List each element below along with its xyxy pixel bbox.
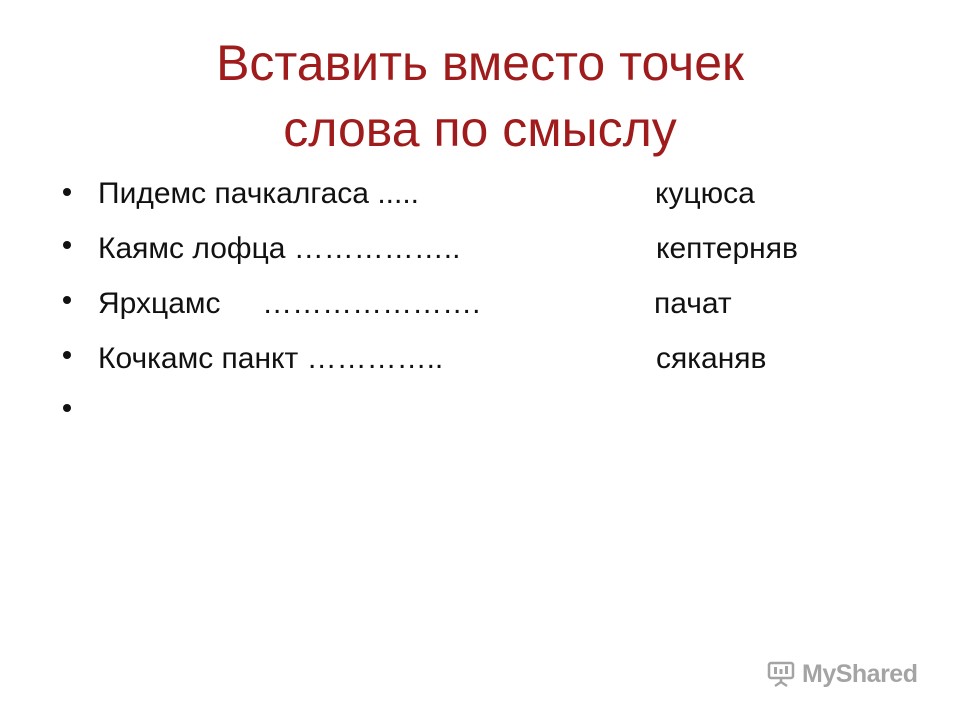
watermark-text: MyShared	[802, 659, 918, 688]
bullet-icon	[63, 296, 71, 304]
bullet-icon	[63, 351, 71, 359]
list-item-phrase: Каямс лофца ……………..	[98, 232, 461, 265]
bullet-icon	[63, 188, 71, 196]
title-line-2: слова по смыслу	[283, 101, 677, 157]
list-item-word: кептерняв	[656, 232, 798, 265]
watermark	[766, 656, 926, 692]
bullet-icon	[63, 241, 71, 249]
list-item-word: пачат	[654, 287, 732, 320]
list-item-phrase: Кочкамс панкт …………..	[98, 342, 444, 375]
presentation-board-icon	[766, 659, 796, 689]
list-item-phrase: Пидемс пачкалгаса .....	[98, 177, 420, 210]
bullet-icon	[63, 404, 71, 412]
list-item-word: куцюса	[655, 177, 755, 210]
list-item-word: сяканяв	[656, 342, 767, 375]
title-line-1: Вставить вместо точек	[216, 35, 744, 91]
list-item-phrase: Ярхцамс ………………….	[98, 287, 481, 320]
